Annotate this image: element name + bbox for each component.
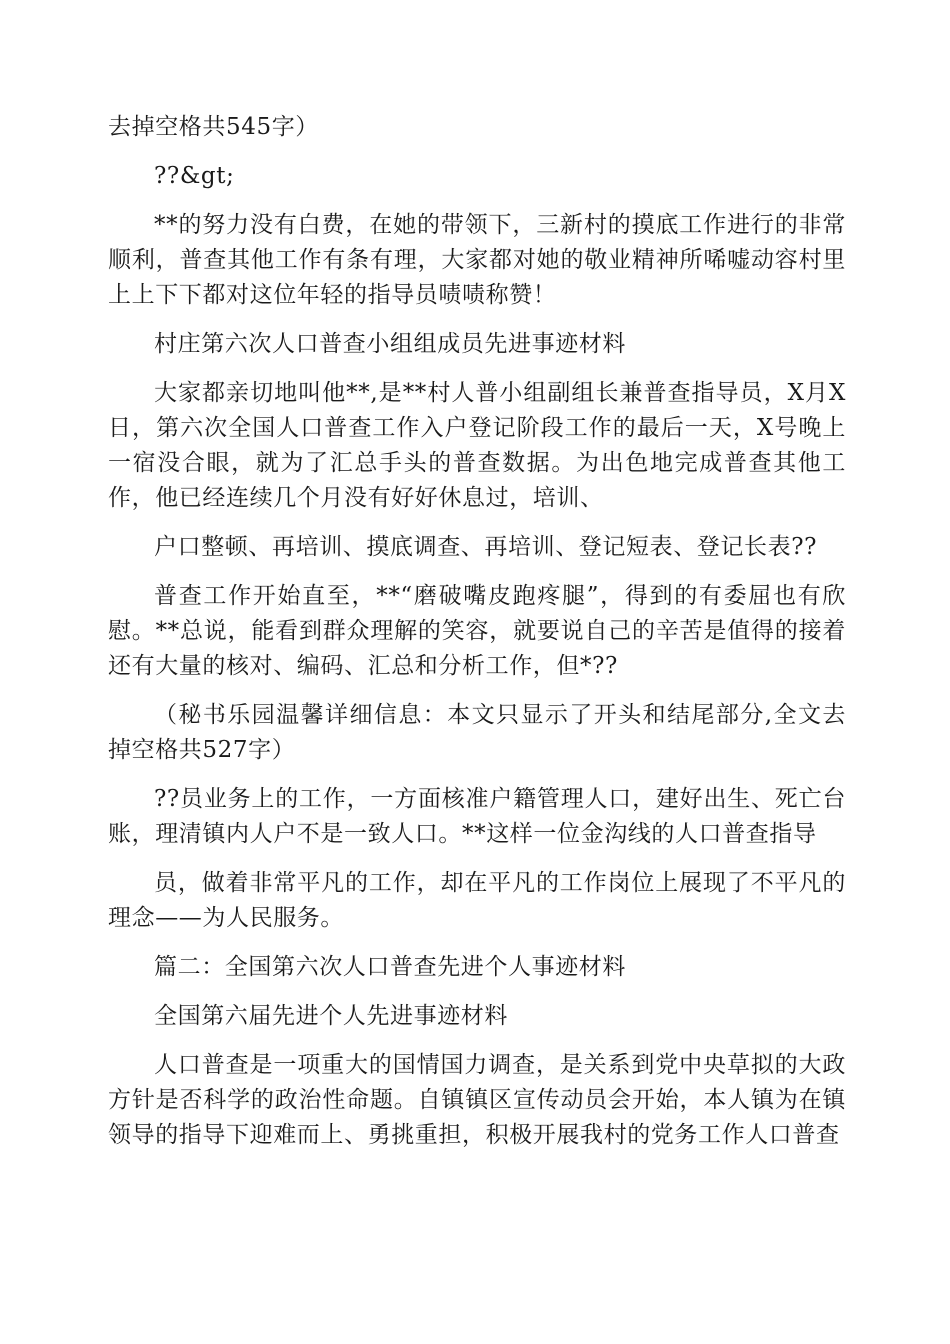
paragraph-garbled: ??&gt; <box>154 163 235 189</box>
paragraph-deputy-leader: 大家都亲切地叫他**,是**村人普小组副组长兼普查指导员，X月X日，第六次全国人口普查工作入户登记阶段工作的最后一天，X号晚上一宿没合眼，就为了汇总手头的普查数据。为出色地完成普查其他工作，他已经连续几个月没有好好休息过，培训、 <box>108 380 846 511</box>
paragraph-praise: **的努力没有白费，在她的带领下，三新村的摸底工作进行的非常顺利，普查其他工作有条有理，大家都对她的敬业精神所唏嘘动容村里上上下下都对这位年轻的指导员啧啧称赞！ <box>108 212 846 308</box>
section-subheading: 全国第六届先进个人先进事迹材料 <box>154 1003 508 1029</box>
section-heading-village: 村庄第六次人口普查小组组成员先进事迹材料 <box>154 331 626 357</box>
paragraph-census-intro: 人口普查是一项重大的国情国力调查，是关系到党中央草拟的大政方针是否科学的政治性命题。自镇镇区宣传动员会开始，本人镇为在镇领导的指导下迎难而上、勇挑重担，积极开展我村的党务工作人口普查 <box>108 1052 846 1148</box>
paragraph-tasks-list: 户口整顿、再培训、摸底调查、再培训、登记短表、登记长表?? <box>154 534 818 560</box>
paragraph-work-progress: 普查工作开始直至，**“磨破嘴皮跑疼腿”，得到的有委屈也有欣慰。**总说，能看到群众理解的笑容，就要说自己的辛苦是值得的接着还有大量的核对、编码、汇总和分析工作，但*?? <box>108 583 846 679</box>
document-page <box>108 110 846 1167</box>
paragraph-continuation: 去掉空格共545字） <box>108 114 319 140</box>
paragraph-notice: （秘书乐园温馨详细信息：本文只显示了开头和结尾部分,全文去掉空格共527字） <box>108 702 846 763</box>
paragraph-serve-people: 员，做着非常平凡的工作，却在平凡的工作岗位上展现了不平凡的理念——为人民服务。 <box>108 870 846 931</box>
paragraph-business-work: ??员业务上的工作，一方面核准户籍管理人口，建好出生、死亡台账，理清镇内人户不是一致人口。**这样一位金沟线的人口普查指导 <box>108 786 846 847</box>
section-heading-part-two: 篇二：全国第六次人口普查先进个人事迹材料 <box>154 954 626 980</box>
